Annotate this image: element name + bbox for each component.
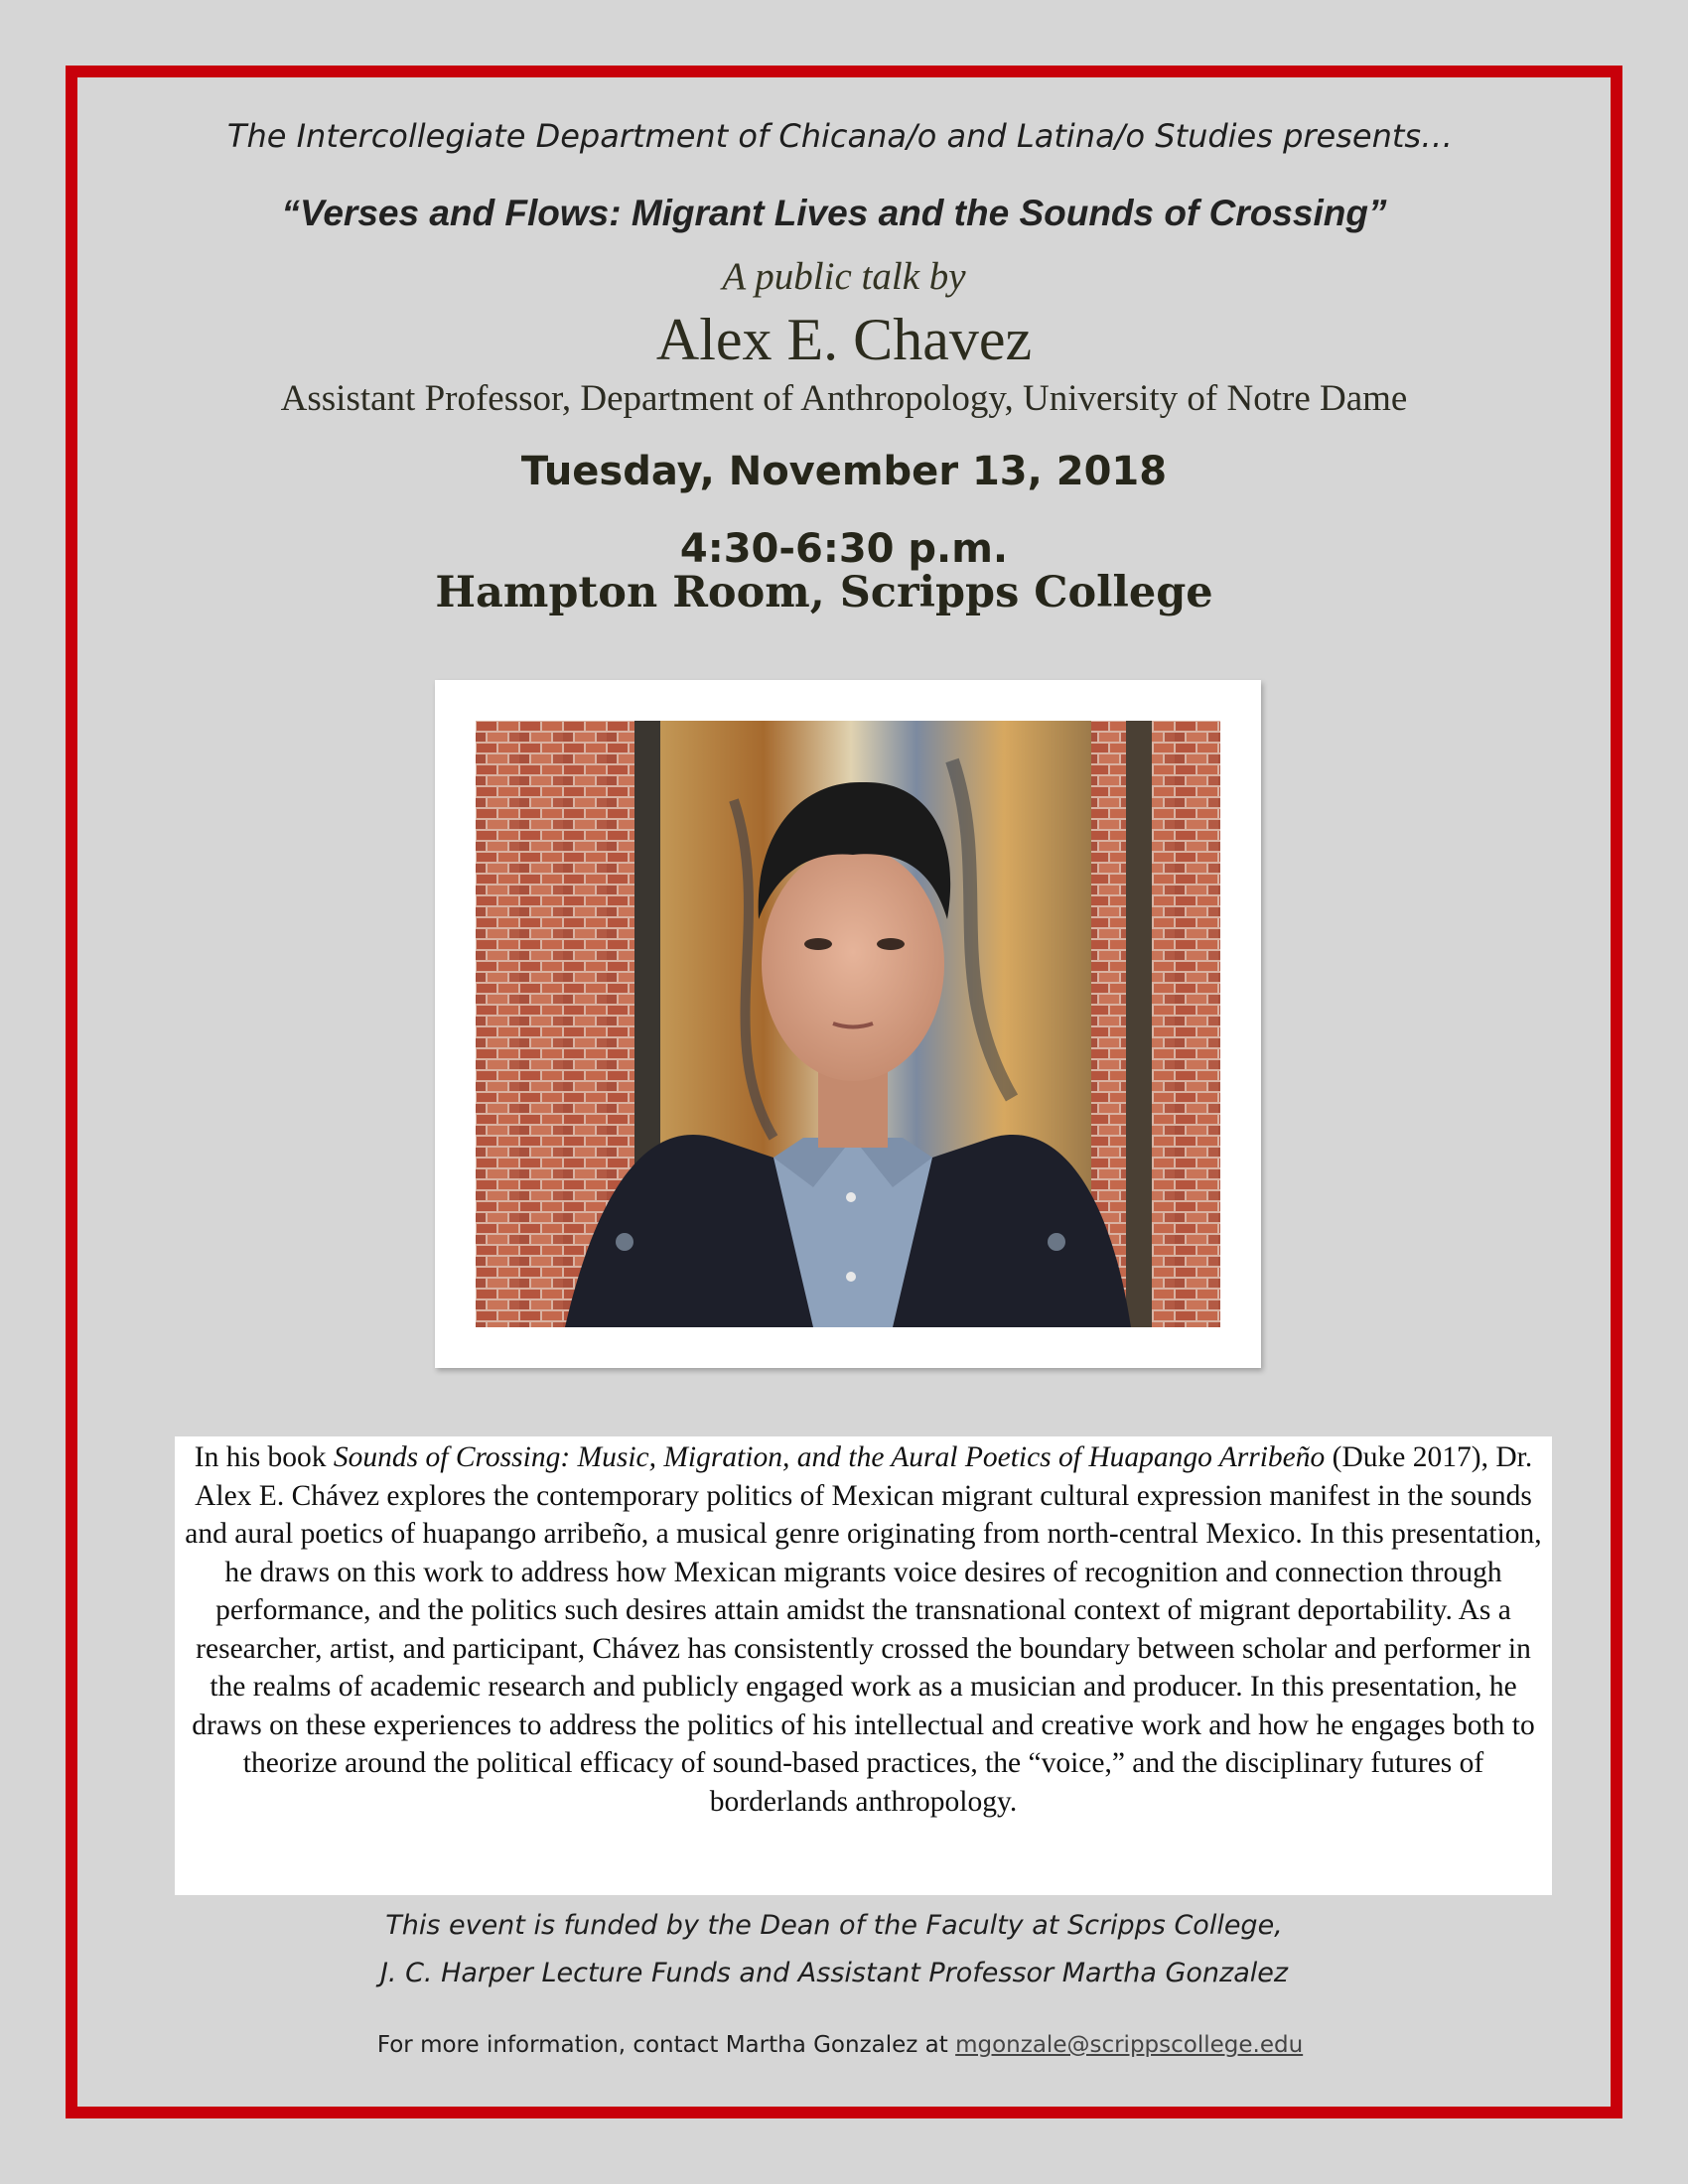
event-location: Hampton Room, Scripps College (435, 568, 1213, 617)
presenter-line: The Intercollegiate Department of Chicana/o and Latina/o Studies presents… (226, 117, 1454, 155)
speaker-photo (476, 721, 1220, 1327)
talk-title: “Verses and Flows: Migrant Lives and the Sounds of Crossing” (281, 193, 1387, 233)
speaker-portrait-image (476, 721, 1220, 1327)
speaker-name: Alex E. Chavez (655, 307, 1033, 372)
speaker-photo-frame (435, 680, 1261, 1368)
description-body: (Duke 2017), Dr. Alex E. Chávez explores the contemporary politics of Mexican migrant cultural expression manifest in the sounds and aural poetics of huapango arribeño, a musical genre originating from north-central Mexico. In this presentation, he draws on this work to address how Mexican migrants voice desires of recognition and connection through performance, and the politics such desires attain amidst the transnational context of migrant deportability. As a researcher, artist, and participant, Chávez has consistently crossed the boundary between scholar and performer in the realms of academic research and publicly engaged work as a musician and producer. In this presentation, he draws on these experiences to address the politics of his intellectual and creative work and how he engages both to theorize around the political efficacy of sound-based practices, the “voice,” and the disciplinary futures of borderlands anthropology. (185, 1441, 1542, 1818)
contact-line (0, 2032, 1684, 2058)
event-date: Tuesday, November 13, 2018 (520, 449, 1168, 494)
description-box (175, 1436, 1552, 1895)
description-lead: In his book (194, 1441, 334, 1473)
event-time: 4:30-6:30 p.m. (679, 526, 1009, 572)
funding-line-1: This event is funded by the Dean of the Faculty at Scripps College, (385, 1910, 1283, 1941)
contact-email-link[interactable]: mgonzale@scrippscollege.edu (955, 2032, 1304, 2058)
funding-line-2: J. C. Harper Lecture Funds and Assistant Professor Martha Gonzalez (379, 1958, 1289, 1988)
book-title: Sounds of Crossing: Music, Migration, and the Aural Poetics of Huapango Arribeño (333, 1441, 1326, 1473)
public-talk-label: A public talk by (722, 255, 966, 298)
contact-prefix: For more information, contact Martha Gonzalez at (376, 2032, 956, 2058)
description-text (181, 1436, 1546, 1821)
speaker-affiliation: Assistant Professor, Department of Anthropology, University of Notre Dame (280, 378, 1408, 419)
